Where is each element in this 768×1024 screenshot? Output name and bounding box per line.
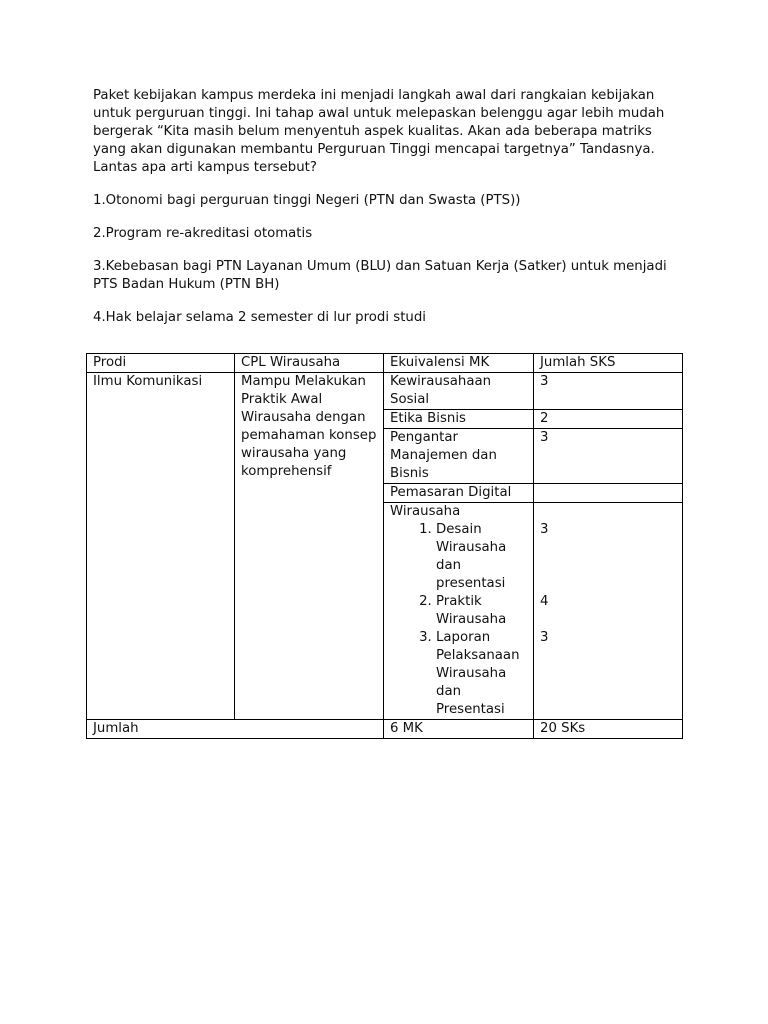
prodi-cell: Ilmu Komunikasi	[87, 373, 235, 720]
header-prodi: Prodi	[87, 354, 235, 373]
header-jumlah-sks: Jumlah SKS	[534, 354, 683, 373]
wirausaha-item-1: 1. Desain Wirausaha dan presentasi	[436, 521, 527, 593]
total-sks: 20 SKs	[534, 720, 683, 739]
sks-sub-3: 3	[540, 630, 549, 645]
wirausaha-item-2: 2. Praktik Wirausaha	[436, 593, 527, 629]
header-ekuivalensi: Ekuivalensi MK	[384, 354, 534, 373]
table-header-row	[87, 354, 683, 373]
sks-cell: 3	[534, 373, 683, 410]
point-1: 1.Otonomi bagi perguruan tinggi Negeri (PTN dan Swasta (PTS))	[93, 193, 521, 208]
wirausaha-list	[390, 521, 527, 719]
total-mk: 6 MK	[384, 720, 534, 739]
wirausaha-sks-cell	[534, 503, 683, 720]
wirausaha-item-3: 3. Laporan Pelaksanaan Wirausaha dan Presentasi	[436, 629, 527, 719]
header-cpl: CPL Wirausaha	[235, 354, 384, 373]
cpl-cell: Mampu Melakukan Praktik Awal Wirausaha dengan pemahaman konsep wirausaha yang komprehensif	[235, 373, 384, 720]
mk-cell: Etika Bisnis	[384, 410, 534, 429]
sks-sub-2: 4	[540, 594, 549, 609]
document-body	[93, 87, 683, 342]
sks-cell: 3	[534, 429, 683, 484]
sks-cell	[534, 484, 683, 503]
sks-cell: 2	[534, 410, 683, 429]
mk-cell: Pemasaran Digital	[384, 484, 534, 503]
equivalence-table	[86, 353, 683, 739]
mk-cell: Pengantar Manajemen dan Bisnis	[384, 429, 534, 484]
table-total-row	[87, 720, 683, 739]
intro-paragraph: Paket kebijakan kampus merdeka ini menjadi langkah awal dari rangkaian kebijakan untuk perguruan tinggi. Ini tahap awal untuk melepaskan belenggu agar lebih mudah bergerak “Kita masih belum menyentuh aspek kualitas. Akan ada beberapa matriks yang akan digunakan membantu Perguruan Tinggi mencapai targetnya” Tandasnya. Lantas apa arti kampus tersebut?	[93, 88, 665, 175]
sks-sub-1: 3	[540, 522, 549, 537]
wirausaha-cell	[384, 503, 534, 720]
mk-cell: Kewirausahaan Sosial	[384, 373, 534, 410]
total-label: Jumlah	[87, 720, 384, 739]
point-4: 4.Hak belajar selama 2 semester di lur prodi studi	[93, 310, 426, 325]
wirausaha-label: Wirausaha	[390, 504, 461, 519]
point-2: 2.Program re-akreditasi otomatis	[93, 226, 313, 241]
table-row	[87, 373, 683, 410]
point-3: 3.Kebebasan bagi PTN Layanan Umum (BLU) dan Satuan Kerja (Satker) untuk menjadi PTS Badan Hukum (PTN BH)	[93, 259, 667, 292]
